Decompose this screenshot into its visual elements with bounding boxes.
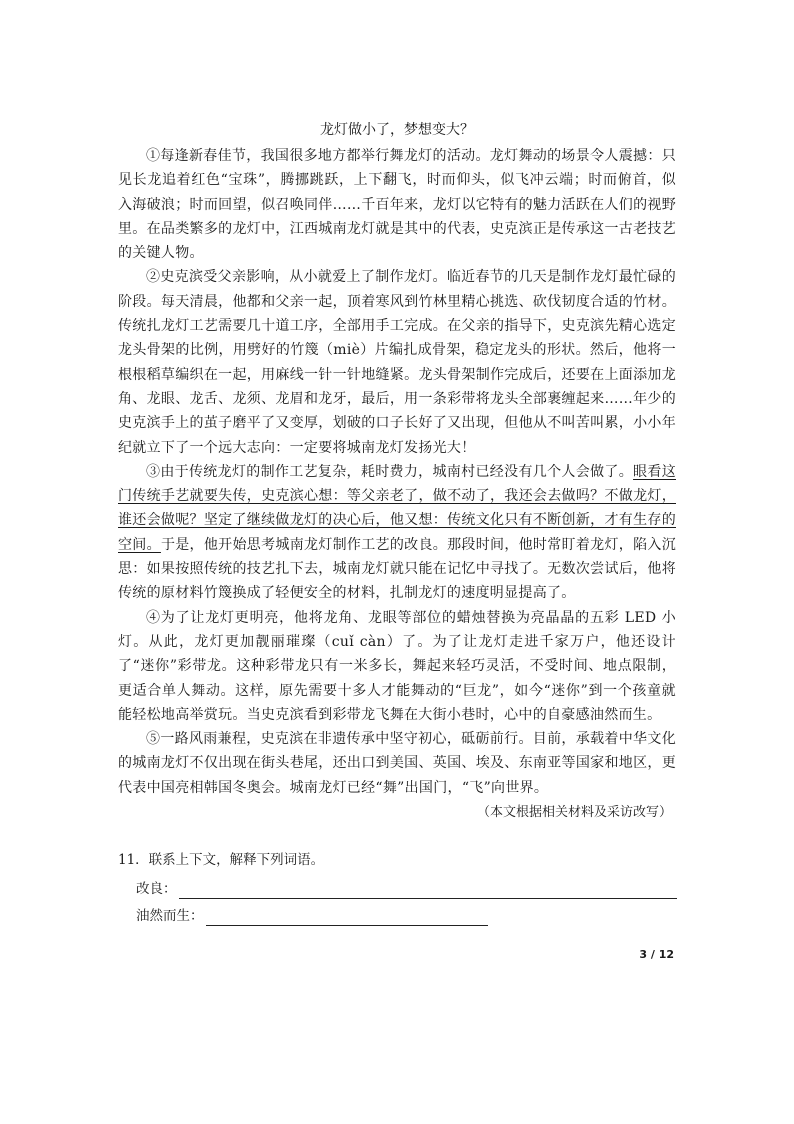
question-11-title: 11．联系上下文，解释下列词语。 bbox=[118, 852, 325, 868]
answer-label-youranersheng: 油然而生： bbox=[136, 908, 204, 924]
paragraph-1 bbox=[118, 144, 676, 265]
paragraph-5 bbox=[118, 727, 676, 800]
answer-blank-youranersheng[interactable] bbox=[206, 907, 488, 926]
paragraph-4 bbox=[118, 606, 676, 727]
paragraph-5-text: ⑤一路风雨兼程，史克滨在非遗传承中坚守初心，砥砺前行。目前，承载着中华文化的城南龙灯不仅出现在街头巷尾，还出口到美国、英国、埃及、东南亚等国家和地区，更代表中国亮相韩国冬奥会。城南龙灯已经“舞”出国门，“飞”向世界。 bbox=[118, 731, 676, 796]
page-number: 3 / 12 bbox=[639, 948, 674, 961]
paragraph-1-text: ①每逢新春佳节，我国很多地方都举行舞龙灯的活动。龙灯舞动的场景令人震撼：只见长龙追着红色“宝珠”，腾挪跳跃，上下翻飞，时而仰头，似飞冲云端；时而俯首，似入海破浪；时而回望，似召唤同伴……千百年来，龙灯以它特有的魅力活跃在人们的视野里。在品类繁多的龙灯中，江西城南龙灯就是其中的代表，史克滨正是传承这一古老技艺的关键人物。 bbox=[118, 148, 676, 262]
paragraph-4-text: ④为了让龙灯更明亮，他将龙角、龙眼等部位的蜡烛替换为亮晶晶的五彩 LED 小灯。从此，龙灯更加靓丽璀璨（cuǐ càn）了。为了让龙灯走进千家万户，他还设计了“迷你”彩带龙。这种彩带龙只有一米多长，舞起来轻巧灵活，不受时间、地点限制，更适合单人舞动。这样，原先需要十多人才能舞动的“巨龙”，如今“迷你”到一个孩童就能轻松地高举赏玩。当史克滨看到彩带龙飞舞在大街小巷时，心中的自豪感油然而生。 bbox=[118, 609, 676, 723]
answer-blank-gailiang[interactable] bbox=[179, 880, 677, 899]
paragraph-3-underlined-text: 眼看这门传统手艺就要失传，史克滨心想：等父亲老了，做不动了，我还会去做吗？不做龙灯，谁还会做呢？坚定了继续做龙灯的决心后，他又想：传统文化只有不断创新，才有生存的空间。 bbox=[118, 463, 676, 553]
paragraph-3-text-after: 于是，他开始思考城南龙灯制作工艺的改良。那段时间，他时常盯着龙灯，陷入沉思：如果按照传统的技艺扎下去，城南龙灯就只能在记忆中寻找了。无数次尝试后，他将传统的原材料竹篾换成了轻便安全的材料，扎制龙灯的速度明显提高了。 bbox=[118, 536, 676, 602]
paragraph-3 bbox=[118, 460, 676, 606]
answer-label-gailiang: 改良： bbox=[136, 881, 177, 897]
article bbox=[118, 118, 676, 825]
paragraph-3-text-before: ③由于传统龙灯的制作工艺复杂，耗时费力，城南村已经没有几个人会做了。 bbox=[146, 463, 634, 480]
paragraph-2 bbox=[118, 265, 676, 459]
question-11 bbox=[118, 848, 678, 926]
answer-row-youranersheng bbox=[118, 899, 678, 926]
article-title: 龙灯做小了，梦想变大？ bbox=[320, 122, 474, 138]
answer-row-gailiang bbox=[118, 872, 678, 899]
paragraph-2-text: ②史克滨受父亲影响，从小就爱上了制作龙灯。临近春节的几天是制作龙灯最忙碌的阶段。每天清晨，他都和父亲一起，顶着寒风到竹林里精心挑选、砍伐韧度合适的竹材。传统扎龙灯工艺需要几十道工序，全部用手工完成。在父亲的指导下，史克滨先精心选定龙头骨架的比例，用劈好的竹篾（miè）片编扎成骨架，稳定龙头的形状。然后，他将一根根稻草编织在一起，用麻线一针一针地缝紧。龙头骨架制作完成后，还要在上面添加龙角、龙眼、龙舌、龙须、龙眉和龙牙，最后，用一条彩带将龙头全部裹缠起来……年少的史克滨手上的茧子磨平了又变厚，划破的口子长好了又出现，但他从不叫苦叫累，小小年纪就立下了一个远大志向：一定要将城南龙灯发扬光大！ bbox=[118, 269, 676, 456]
article-source-note: （本文根据相关材料及采访改写） bbox=[476, 805, 672, 821]
